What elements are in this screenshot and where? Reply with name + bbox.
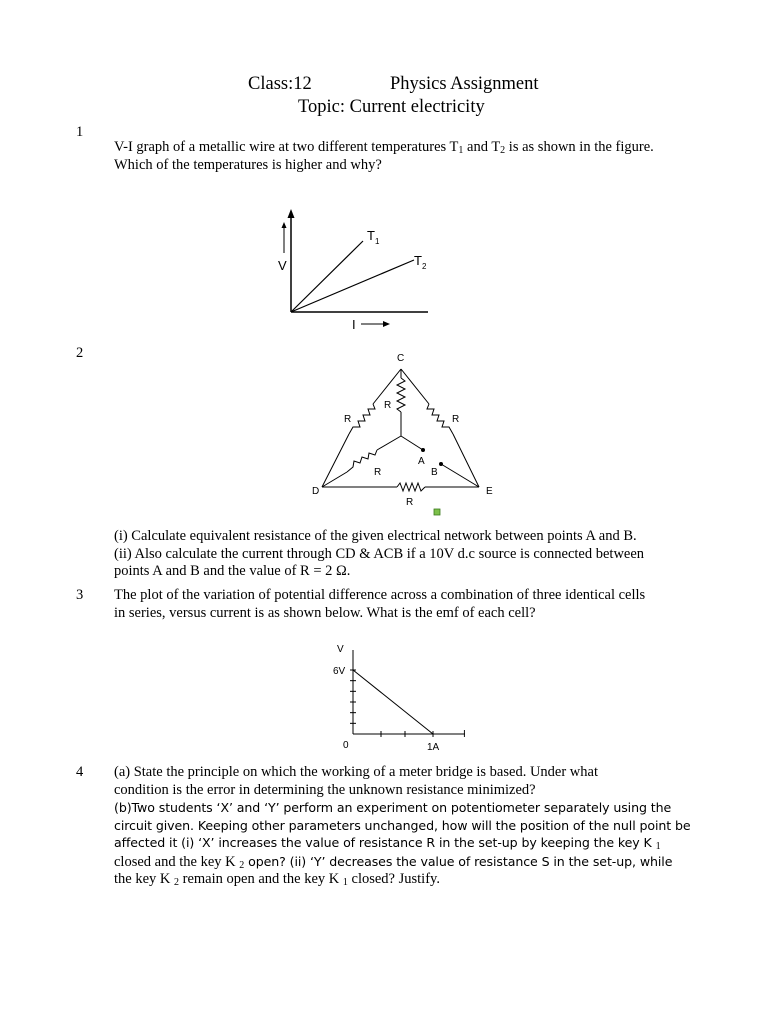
question-4-line-1: (a) State the principle on which the working of a meter bridge is based. Under what <box>114 764 598 780</box>
y-axis-label: V <box>278 258 287 273</box>
node-e-label: E <box>486 486 493 497</box>
resistor-network-figure <box>305 346 505 518</box>
question-1-number: 1 <box>76 124 84 140</box>
question-3-line-1: The plot of the variation of potential difference across a combination of three identical cells <box>114 587 646 603</box>
question-4-line-3: (b)Two students ‘X’ and ‘Y’ perform an experiment on potentiometer separately using the <box>114 800 672 815</box>
chart-y-axis-label: V <box>337 644 344 655</box>
v-arrow-head <box>282 222 287 228</box>
y-axis-arrowhead <box>288 209 295 218</box>
question-4-text <box>114 764 714 889</box>
chart-series-line <box>353 670 433 734</box>
question-2-text <box>114 528 714 581</box>
question-1-line-1: V-I graph of a metallic wire at two different temperatures $T_1$ and $T_2$ is as shown in the figure. <box>114 139 654 156</box>
question-2-line-1: (i) Calculate equivalent resistance of the given electrical network between points A and B. <box>114 528 637 544</box>
green-marker <box>434 509 440 515</box>
question-4-line-4: circuit given. Keeping other parameters unchanged, how will the position of the null point be <box>114 817 691 833</box>
class-label: Class:12 <box>248 74 312 94</box>
wire-md <box>322 436 401 487</box>
node-c-label: C <box>397 353 405 364</box>
question-3-line-2: in series, versus current is as shown below. What is the emf of each cell? <box>114 604 536 621</box>
i-arrow-head <box>383 321 390 327</box>
resistor-cd <box>349 404 375 434</box>
resistor-label-cd: R <box>344 414 352 425</box>
resistor-cm <box>397 378 405 412</box>
resistor-de <box>397 483 425 491</box>
question-2-line-2: (ii) Also calculate the current through CD & ACB if a 10V d.c source is connected between <box>114 545 645 562</box>
question-3-text <box>114 587 714 622</box>
wire-cd <box>322 369 401 487</box>
point-a-label: A <box>418 456 425 467</box>
chart-origin-label: 0 <box>343 740 349 751</box>
resistor-label-de: R <box>406 497 414 508</box>
x-axis-label: I <box>352 317 356 332</box>
chart-x-axis-label: I <box>463 729 466 740</box>
resistor-label-cm: R <box>384 400 392 411</box>
wire-ma <box>401 436 423 450</box>
question-4-line-7: the key K $_2$ remain open and the key K $_1$ closed? Justify. <box>114 871 440 888</box>
terminal-b <box>439 462 443 466</box>
question-4-line-5: affected it (i) ‘X’ increases the value of resistance R in the set-up by keeping the key K $_1$ <box>114 835 661 852</box>
resistor-label-md: R <box>374 467 382 478</box>
chart-x-tick-label: 1A <box>427 742 440 753</box>
chart-y-tick-label: 6V <box>333 666 346 677</box>
topic-title: Topic: Current electricity <box>298 97 485 117</box>
question-2-line-3: points A and B and the value of R = 2 Ω. <box>114 563 351 579</box>
question-4-line-6: closed and the key K $_2$ open? (ii) ‘Y’ decreases the value of resistance S in the set-up, while <box>114 853 673 871</box>
question-1-text <box>114 139 704 174</box>
t2-label: $T_2$ <box>414 253 427 271</box>
terminal-a <box>421 448 425 452</box>
wire-ce <box>401 369 479 487</box>
question-3-number: 3 <box>76 587 84 603</box>
question-4-number: 4 <box>76 764 84 780</box>
vi-line-chart <box>325 640 485 760</box>
point-b-label: B <box>431 467 438 478</box>
t1-label: $T_1$ <box>367 228 380 246</box>
node-d-label: D <box>312 486 320 497</box>
resistor-ce <box>427 404 453 434</box>
line-t1 <box>291 241 363 312</box>
resistor-md <box>347 450 377 472</box>
question-2-number: 2 <box>76 345 84 361</box>
assignment-title: Physics Assignment <box>390 74 539 94</box>
question-4-line-2: condition is the error in determining the unknown resistance minimized? <box>114 781 536 798</box>
line-t2 <box>291 260 414 312</box>
vi-graph-figure <box>268 205 438 335</box>
resistor-label-ce: R <box>452 414 460 425</box>
question-1-line-2: Which of the temperatures is higher and why? <box>114 156 382 173</box>
